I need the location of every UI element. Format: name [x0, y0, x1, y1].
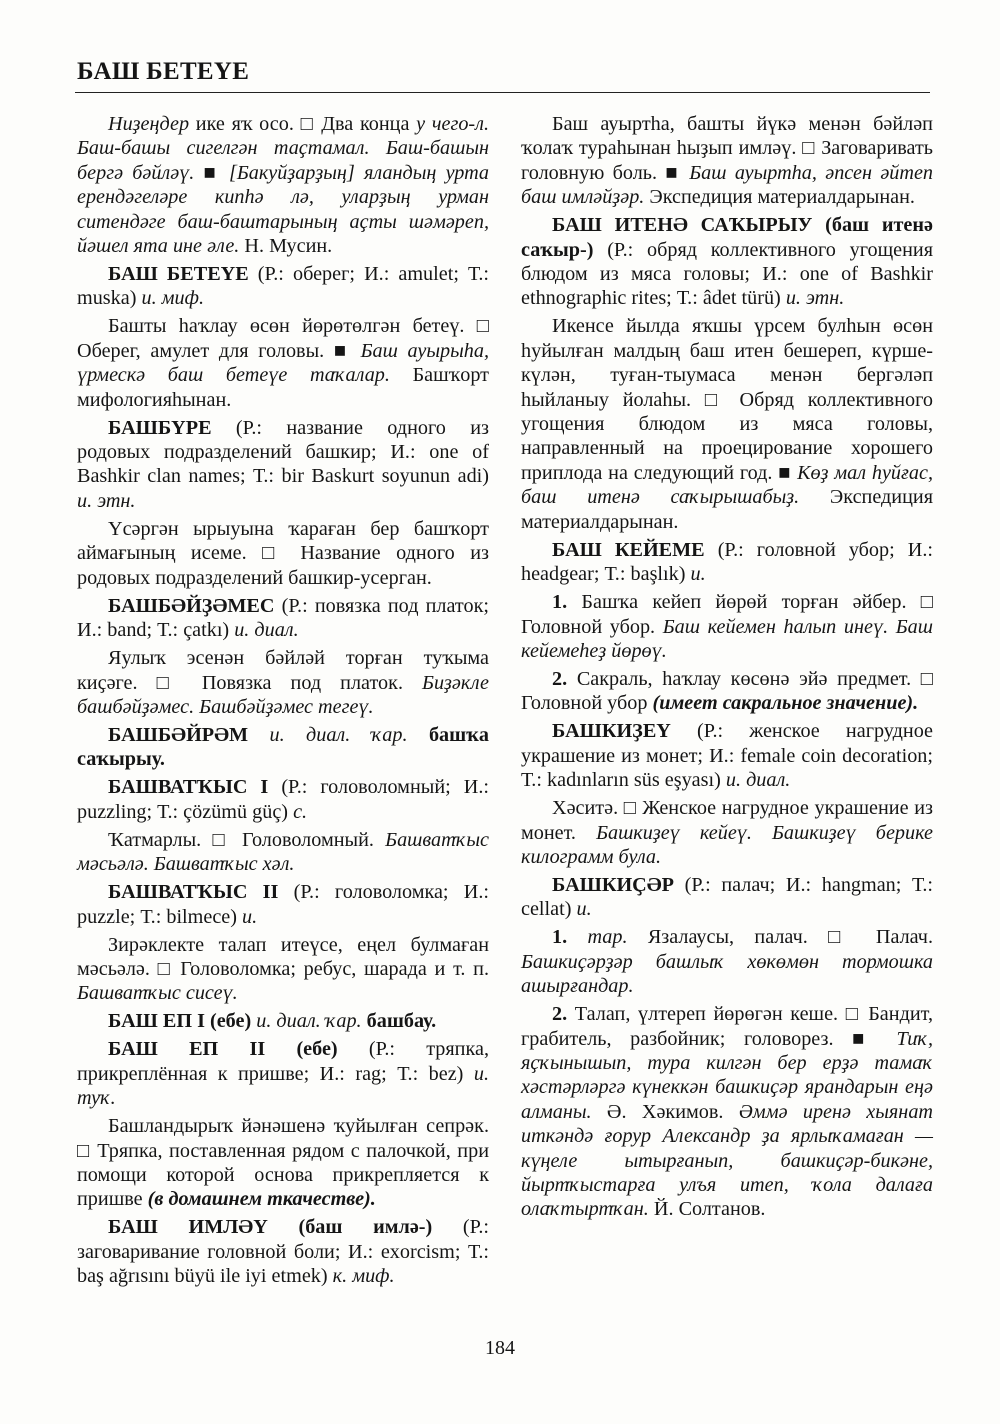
headword: БАШБҮРЕ	[108, 416, 212, 439]
dictionary-entry	[521, 213, 933, 311]
headword: башҡа саҡырыу.	[77, 723, 489, 771]
text-run: (Р.: заговаривание головной боли; И.: exorcism; Т.: baş ağrısını büyü ile iyi etmek)	[77, 1216, 489, 1288]
text-run: Баш ауыртһа, башты йүкә менән бәйләп ҡолаҡ тураһынан һыҙып имләү. □ Заговаривать головную боль. ■	[521, 113, 933, 184]
italic-text: и. миф.	[141, 287, 205, 310]
entry-definition	[521, 667, 933, 716]
italic-text: у чего-л. Баш-башы сигелгән таҫтамал. Баш-башын бергә бәйләү.	[77, 113, 490, 184]
headword: БАШБӘЙҘӘМЕС	[108, 594, 275, 617]
text-run	[567, 926, 587, 948]
text-run: (Р.: женское нагрудное украшение из монет; И.: female coin decoration; Т.: kadınların süs eşyası)	[521, 720, 933, 792]
entry-definition	[521, 112, 933, 210]
text-run: Яулыҡ эсенән бәйләй торған туҡыма киҫәге. □ Повязка под платок.	[77, 647, 489, 694]
text-run: Экспедиция материалдарынан.	[521, 486, 933, 533]
italic-text: с.	[293, 800, 308, 823]
text-run: Башты һаҡлау өсөн йөрөтөлгән бетеү. □ Оберег, амулет для головы. ■	[77, 315, 489, 362]
italic-text: и.	[690, 563, 706, 586]
headword: БАШВАТҠЫС I	[108, 776, 269, 799]
text-run: (Р.: тряпка, прикреплённая к пришве; И.: rag; Т.: bez)	[77, 1038, 489, 1085]
text-run: (Р.: головоломка; И.: puzzle; Т.: bilmece)	[77, 881, 490, 928]
italic-text: и. диал. ҡар.	[269, 723, 408, 746]
dictionary-entry	[77, 1009, 489, 1033]
running-head: БАШ БЕТЕҮЕ	[77, 58, 250, 85]
entry-definition	[77, 828, 489, 877]
italic-text: Башватҡыс сисеү.	[77, 982, 238, 1005]
italic-text: к. миф.	[332, 1265, 395, 1288]
italic-text: Биҙәкле башбәйҙәмес. Башбәйҙәмес тегеү.	[77, 671, 489, 718]
page-number: 184	[485, 1337, 515, 1359]
italic-text: (имеет сакральное значение).	[652, 692, 919, 715]
text-run: Икенсе йылда яҡшы үрсем булһын өсөн һуйылған малдың баш итен бешереп, күрше-күлән, туған-тыумаса менән бергәләп һыйланыу йолаһы. □ Обряд коллективного угощения блюдом из мяса головы, направленный на проецирование хорошего приплода на следующий год. ■	[521, 315, 933, 484]
entry-definition	[77, 933, 489, 1006]
entry-definition	[77, 646, 489, 719]
entry-definition	[521, 590, 933, 663]
text-run: (Р.: название одного из родовых подразделений башкир; И.: one of Bashkir clan names; Т.: bir Baskurt soyunun adi)	[77, 416, 489, 488]
italic-text: Баш ауырыһа, үрмескә баш бетеүе таҡалар.	[77, 339, 489, 387]
text-run: Сакраль, һаҡлау көсөнә эйә предмет. □ Головной убор	[521, 667, 933, 715]
entry-definition	[77, 314, 489, 412]
headword: БАШКИҘЕҮ	[552, 720, 671, 743]
text-run: (Р.: головной убор; И.: headgear; Т.: başlık)	[521, 538, 933, 586]
dictionary-entry	[521, 873, 933, 922]
text-run: (Р.: палач; И.: hangman; Т.: cellat)	[521, 873, 933, 921]
italic-text: Ниҙеңдер	[108, 113, 190, 135]
entry-definition	[77, 517, 489, 590]
italic-text: [Бакуйҙарҙың] яландың урта ерендәгеләре кипһә лә, уларҙың урман ситендәге баш-баштарының аҫты шәмәреп, йәшел ята ине әле.	[77, 161, 490, 258]
left-column	[77, 112, 489, 1292]
text-run: ■	[194, 161, 229, 184]
text-run: Ә. Хәкимов.	[591, 1100, 739, 1123]
text-run: Н. Мусин.	[239, 235, 333, 258]
dictionary-entry	[77, 1215, 489, 1288]
italic-text: Тиҡ, яҫҡынышып, тура килгән бер ерҙә тамаҡ хәстәрләргә күнеккән башкиҫәр ярандарын еңә алманы.	[521, 1027, 933, 1123]
entry-definition	[521, 796, 933, 869]
italic-text: и. диал.	[234, 619, 299, 642]
dictionary-entry	[77, 416, 489, 514]
entry-definition	[521, 314, 933, 534]
headword: БАШКИҪӘР	[552, 873, 674, 896]
italic-text: Башкиҙеү кейеү. Башкиҙеү берике килограмм була.	[521, 821, 933, 868]
headword: БАШ ЕП I (ебе)	[108, 1010, 252, 1033]
italic-text: Баш ауыртһа, әпсен әйтеп баш имләйҙәр.	[521, 161, 934, 209]
italic-text: и. диал. ҡар.	[256, 1010, 362, 1033]
italic-text: и. туҡ.	[77, 1062, 489, 1110]
text-run: Язалаусы, палач. □ Палач.	[627, 926, 934, 949]
entry-definition	[77, 1114, 489, 1212]
italic-text: Башватҡыс мәсьәлә. Башватҡыс хәл.	[77, 828, 489, 876]
headword: БАШ ИТЕНӘ САҠЫРЫУ (баш итенә саҡыр-)	[521, 214, 933, 261]
text-run: (Р.: оберег; И.: amulet; Т.: muska)	[77, 263, 489, 310]
headword: БАШБӘЙРӘМ	[108, 723, 249, 746]
dictionary-entry	[77, 775, 489, 824]
italic-text: Баш кейемен һалып инеү. Баш кейемеһеҙ йөрөү.	[521, 615, 933, 662]
text-run: Башҡа кейеп йөрөй торған әйбер. □ Головной убор.	[521, 591, 933, 638]
text-run: (Р.: обряд коллективного угощения блюдом из мяса головы; И.: one of Bashkir ethnographic rites; Т.: âdet türü)	[521, 238, 933, 310]
text-run	[248, 724, 269, 746]
headword: 2.	[552, 1003, 568, 1026]
right-column	[521, 112, 933, 1292]
italic-text: (в домашнем ткачестве).	[147, 1188, 376, 1211]
italic-text: и. диал.	[725, 769, 791, 792]
dictionary-entry	[521, 719, 933, 792]
dictionary-entry	[77, 1037, 489, 1110]
headword: 1.	[552, 926, 568, 949]
text-run	[408, 724, 429, 746]
headword: БАШ БЕТЕҮЕ	[108, 263, 249, 286]
headword: БАШВАТҠЫС II	[108, 881, 279, 904]
headword: 2.	[552, 667, 568, 690]
two-column-body	[77, 112, 933, 1292]
dictionary-entry	[77, 594, 489, 643]
dictionary-entry	[77, 880, 489, 929]
text-run: ике яҡ осо. □ Два конца	[189, 113, 417, 135]
text-run: Талап, үлтереп йөрөгән кеше. □ Бандит, грабитель, разбойник; головорез. ■	[521, 1003, 933, 1050]
headword: БАШ ИМЛӘҮ (баш имлә-)	[108, 1216, 433, 1239]
text-run: Зирәклекте талап итеүсе, еңел булмаған мәсьәлә. □ Головоломка; ребус, шарада и т. п.	[77, 933, 489, 980]
headword: БАШ ЕП II (ебе)	[108, 1038, 338, 1061]
entry-definition	[521, 1002, 933, 1222]
italic-text: и.	[242, 905, 258, 928]
italic-text: и. этн.	[785, 287, 845, 310]
text-run: Экспедиция материалдарынан.	[644, 186, 915, 209]
entry-definition	[521, 925, 933, 998]
text-run: Башҡорт мифологияһынан.	[77, 364, 489, 411]
text-run: (Р.: повязка под платок; И.: band; Т.: çatkı)	[77, 594, 489, 642]
text-run: (Р.: головоломный; И.: puzzling; Т.: çözümü güç)	[77, 776, 489, 823]
italic-text: и.	[576, 898, 592, 921]
header-rule	[75, 92, 930, 93]
text-run: Үсәргән ырыуына ҡараған бер башҡорт аймағының исеме. □ Название одного из родовых подразделений башкир-усерган.	[77, 517, 489, 589]
italic-text: Көҙ мал һуйғас, баш итенә саҡырышабыҙ.	[521, 461, 933, 509]
dictionary-entry	[77, 262, 489, 311]
entry-definition	[77, 112, 489, 258]
italic-text: и. этн.	[77, 489, 136, 512]
headword: башбау.	[366, 1010, 437, 1033]
dictionary-entry	[77, 723, 489, 772]
dictionary-entry	[521, 538, 933, 587]
text-run: Ҡатмарлы. □ Головоломный.	[108, 828, 386, 851]
italic-text: Әммә иренә хыянат иткәндә ғорур Александр ҙа ярлыҡамаған — күңеле ытырғанып, башкиҫәр-бикәне, йыртҡыстарға улъя итеп, ҡола далаға олаҡтыртҡан.	[521, 1100, 933, 1221]
italic-text: тар.	[587, 926, 628, 949]
italic-text: Башкиҫәрҙәр башлыҡ хөкөмөн тормошка ашырғандар.	[521, 950, 933, 998]
headword: БАШ КЕЙЕМЕ	[552, 538, 705, 561]
headword: 1.	[552, 591, 568, 614]
text-run: Й. Солтанов.	[648, 1198, 766, 1221]
text-run: Хәситә. □ Женское нагрудное украшение из монет.	[521, 797, 933, 844]
text-run: Башландырыҡ йәнәшенә ҡуйылған сепрәк. □ Тряпка, поставленная рядом с палочкой, при помощи которой основа прикрепляется к пришве	[77, 1115, 489, 1211]
